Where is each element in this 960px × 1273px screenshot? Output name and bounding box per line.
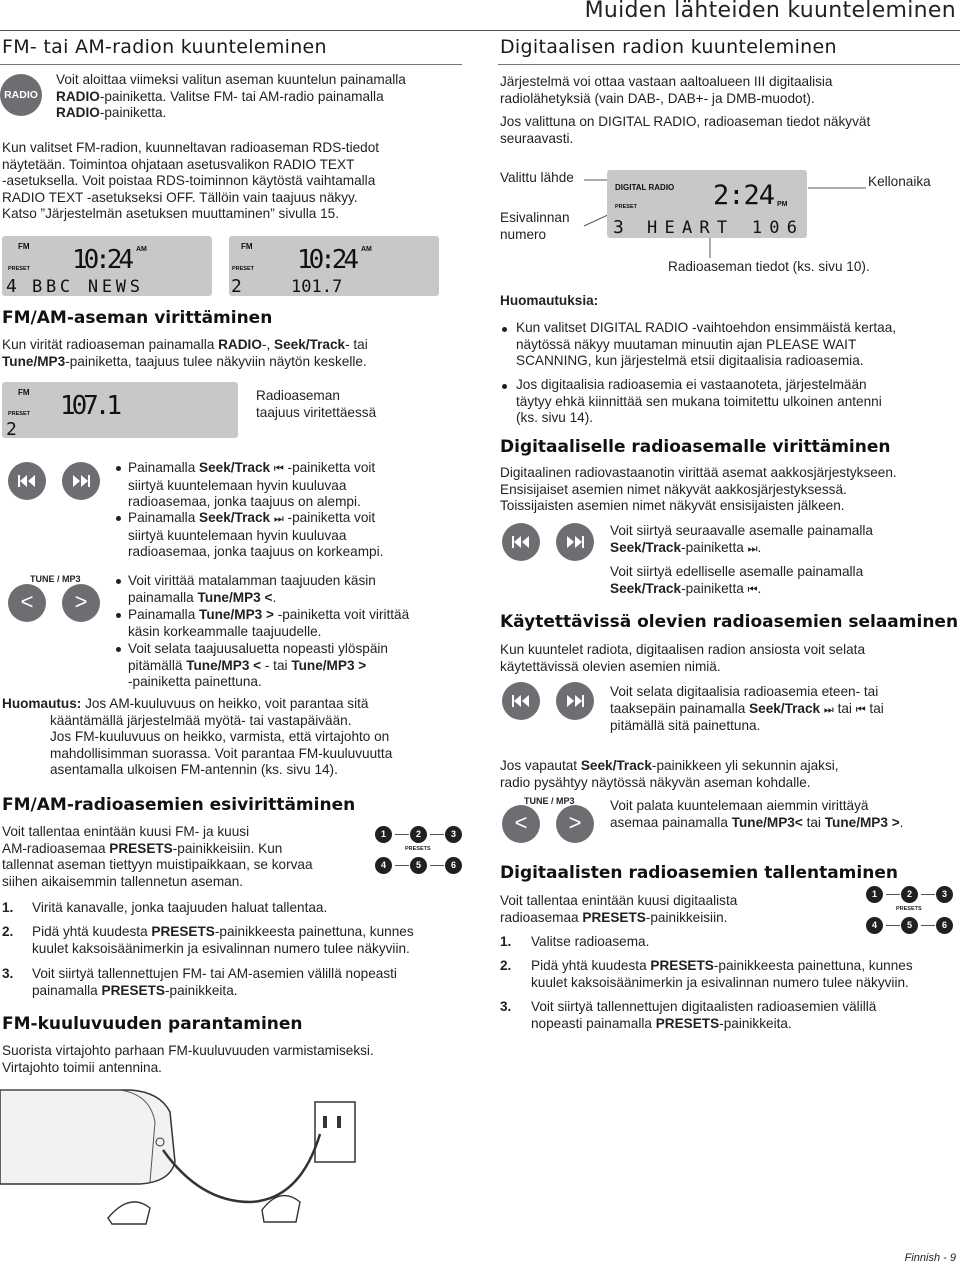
lcd-time: 10:24 [72, 245, 134, 275]
skip-forward-inline-icon: ⏭ [747, 542, 758, 555]
skip-back-icon [502, 682, 540, 720]
svg-text:AM: AM [136, 246, 147, 253]
digital-tune-down-button[interactable]: < [502, 805, 540, 843]
radio-button-icon: RADIO [0, 74, 42, 116]
label-station-info: Radioaseman tiedot (ks. sivu 10). [668, 259, 870, 274]
page-header: Muiden lähteiden kuunteleminen [584, 0, 956, 23]
browse-seek-back-button[interactable] [502, 682, 540, 720]
skip-forward-icon [556, 523, 594, 561]
skip-back-inline-icon: ⏮ [855, 703, 866, 716]
svg-text:PRESET: PRESET [615, 204, 638, 210]
fm-reception-paragraph: Suorista virtajohto parhaan FM-kuuluvuuden varmistamiseksi. Virtajohto toimii antennina. [2, 1043, 374, 1075]
digital-seek-forward-button[interactable] [556, 523, 594, 561]
digital-next-text: Voit siirtyä seuraavalle asemalle painamalla Seek/Track-painiketta ⏭. [610, 523, 873, 555]
digital-paragraph-2: Jos valittuna on DIGITAL RADIO, radioaseman tiedot näkyvät seuraavasti. [500, 114, 871, 146]
svg-text:PRESET: PRESET [8, 266, 31, 272]
svg-text:FM: FM [18, 388, 30, 397]
tune-mp3-label: TUNE / MP3 [30, 574, 81, 584]
svg-text:2: 2 [6, 419, 17, 438]
digital-paragraph-1: Järjestelmä voi ottaa vastaan aaltoalueen III digitaalisia radiolähetyksiä (vain DAB-, DAB+- ja DMB-muodot). [500, 74, 833, 106]
section-title-fm-reception: FM-kuuluvuuden parantaminen [2, 1014, 303, 1034]
seek-forward-bullet: Painamalla Seek/Track ⏭ -painiketta voit siirtyä kuuntelemaan hyvin kuuluvaa radioasemaa, jonka taajuus on korkeampi. [128, 510, 384, 560]
skip-back-inline-icon: ⏮ [273, 463, 284, 475]
preset-step-1: Viritä kanavalle, jonka taajuuden haluat tallentaa. [32, 900, 328, 915]
skip-back-icon [502, 523, 540, 561]
rds-paragraph: Kun valitset FM-radion, kuunneltavan radioaseman RDS-tiedot näytetään. Toimintoa ohjataan asetusvalikon RADIO TEXT -asetuksella. Voit poistaa RDS-toiminnon käytöstä vaihtamalla RADIO TEXT -asetukseksi OFF. Tällöin vain taajuus näkyy. Katso ”Järjestelmän asetuksen muuttaminen” sivulla 15. [2, 140, 380, 222]
lcd-text: BBC NEWS [32, 277, 140, 296]
svg-text:PM: PM [777, 201, 788, 208]
note-1: Kun valitset DIGITAL RADIO -vaihtoehdon ensimmäistä kertaa, näytössä näkyy muutaman minuutin ajan PLEASE WAIT SCANNING, kun järjestelmä etsii digitaalisia radioasemia. [516, 320, 897, 369]
radio-paragraph: Voit aloittaa viimeksi valitun aseman kuuntelun painamalla RADIO-painiketta. Valitse FM- tai AM-radio painamalla RADIO-painiketta. [56, 72, 406, 121]
svg-text:HEART 106: HEART 106 [647, 218, 797, 238]
return-text: Voit palata kuuntelemaan aiemmin virittäyä asemaa painamalla Tune/MP3< tai Tune/MP3 >. [610, 798, 904, 830]
lcd-display-bbc-news [2, 236, 212, 296]
tuning-caption: Radioaseman taajuus viritettäessä [256, 388, 377, 420]
svg-text:AM: AM [361, 246, 372, 253]
label-preset-number: Esivalinnan numero [500, 210, 570, 242]
tuning-paragraph: Kun virität radioaseman painamalla RADIO-, Seek/Track- tai Tune/MP3-painiketta, taajuus tulee näkyviin näytön keskelle. [2, 337, 368, 369]
svg-text:2:24: 2:24 [713, 180, 775, 211]
seek-forward-button[interactable] [62, 462, 100, 500]
page-number: Finnish - 9 [904, 1252, 956, 1264]
seek-back-button[interactable] [8, 462, 46, 500]
digital-tune-up-button[interactable]: > [556, 805, 594, 843]
section-title-digital-tuning: Digitaaliselle radioasemalle virittäminen [500, 437, 891, 457]
seek-back-bullet: Painamalla Seek/Track ⏮ -painiketta voit siirtyä kuuntelemaan hyvin kuuluvaa radioasemaa, jonka taajuus on alempi. [128, 460, 376, 510]
tune-mp3-label-right: TUNE / MP3 [524, 796, 575, 806]
save-step-2: Pidä yhtä kuudesta PRESETS-painikkeesta painettuna, kunnes kuulet kaksoisäänimerkin ja esivalinnan numero tulee näkyviin. [531, 958, 913, 990]
lcd-band: FM [18, 242, 30, 251]
save-step-3: Voit siirtyä tallennettujen digitaalisten radioasemien välillä nopeasti painamalla PRESETS-painikkeita. [531, 999, 877, 1031]
lcd-display-digital [607, 170, 807, 238]
section-title-tuning: FM/AM-aseman virittäminen [2, 308, 273, 328]
presets-buttons-icon-right: 1 2 3 4 5 6 PRESETS [866, 886, 956, 934]
browse-seek-forward-button[interactable] [556, 682, 594, 720]
label-clock: Kellonaika [868, 174, 931, 189]
svg-text:107.1: 107.1 [60, 391, 122, 421]
note-2: Jos digitaalisia radioasemia ei vastaanoteta, järjestelmään täytyy ehkä kiinnittää sen mukana toimitettu ulkoinen antenni (ks. sivu 14). [516, 377, 882, 426]
svg-text:2: 2 [231, 276, 242, 296]
svg-text:3: 3 [613, 217, 624, 238]
browse-paragraph: Kun kuuntelet radiota, digitaalisen radion ansiosta voit selata käytettävissä olevien asemien nimiä. [500, 642, 866, 674]
tune-bullet-1: Voit virittää matalamman taajuuden käsin painamalla Tune/MP3 <. [128, 573, 376, 605]
section-title-browse: Käytettävissä olevien radioasemien selaaminen [500, 612, 959, 632]
tune-bullet-2: Painamalla Tune/MP3 > -painiketta voit virittää käsin korkeammalle taajuudelle. [128, 607, 410, 639]
save-paragraph: Voit tallentaa enintään kuusi digitaalista radioasemaa PRESETS-painikkeisiin. [500, 893, 738, 925]
digital-tuning-paragraph: Digitaalinen radiovastaanotin virittää asemat aakkosjärjestykseen. Ensisijaiset asemien nimet näkyvät aakkosjärjestyksessä. Toissijaisten asemien nimet näkyvät ensisijaisten jälkeen. [500, 465, 897, 514]
browse-text: Voit selata digitaalisia radioasemia eteen- tai taaksepäin painamalla Seek/Track ⏭ tai ⏮ tai pitämällä sitä painettuna. [610, 684, 884, 734]
skip-back-inline-icon: ⏮ [747, 583, 758, 596]
lcd-display-frequency [229, 236, 439, 296]
svg-text:DIGITAL RADIO: DIGITAL RADIO [615, 183, 675, 192]
notes-title: Huomautuksia: [500, 293, 599, 308]
skip-forward-icon [556, 682, 594, 720]
section-title-digital: Digitaalisen radion kuunteleminen [500, 36, 837, 58]
lcd-display-tuning [2, 382, 238, 438]
tune-bullet-3: Voit selata taajuusaluetta nopeasti ylöspäin pitämällä Tune/MP3 < - tai Tune/MP3 > -painiketta painettuna. [128, 641, 388, 690]
digital-seek-back-button[interactable] [502, 523, 540, 561]
presets-paragraph: Voit tallentaa enintään kuusi FM- ja kuusi AM-radioasemaa PRESETS-painikkeisiin. Kun tallennat aseman tiettyyn muistipaikkaan, se korvaa siihen aikaisemmin tallennetun aseman. [2, 824, 313, 889]
svg-text:101.7: 101.7 [291, 277, 343, 296]
svg-text:10:24: 10:24 [297, 245, 359, 275]
tune-down-button[interactable]: < [8, 584, 46, 622]
power-cord-illustration [0, 1082, 372, 1230]
preset-step-2: Pidä yhtä kuudesta PRESETS-painikkeesta painettuna, kunnes kuulet kaksoisäänimerkin ja esivalinnan numero tulee näkyviin. [32, 924, 414, 956]
preset-step-3: Voit siirtyä tallennettujen FM- tai AM-asemien välillä nopeasti painamalla PRESETS-painikkeita. [32, 966, 397, 998]
svg-text:PRESET: PRESET [232, 266, 255, 272]
section-title-fm-am: FM- tai AM-radion kuunteleminen [2, 36, 327, 58]
note-paragraph: Huomautus: Jos AM-kuuluvuus on heikko, voit parantaa sitä kääntämällä järjestelmää myötä- tai vastapäivään. Jos FM-kuuluvuus on heikko, varmista, että virtajohto on mahdollisimman suorassa. Voit parantaa FM-kuuluvuutta asentamalla ulkoisen FM-antennin (ks. sivu 14). [2, 696, 393, 778]
release-paragraph: Jos vapautat Seek/Track-painikkeen yli sekunnin ajaksi, radio pysähtyy näytössä näkyvän aseman kohdalle. [500, 758, 839, 790]
lcd-preset: 4 [6, 276, 17, 296]
skip-forward-icon [62, 462, 100, 500]
save-step-1: Valitse radioasema. [531, 934, 650, 949]
svg-text:PRESET: PRESET [8, 411, 31, 417]
presets-buttons-icon: 1 2 3 4 5 6 PRESETS [375, 826, 465, 874]
section-title-presets: FM/AM-radioasemien esivirittäminen [2, 795, 356, 815]
digital-prev-text: Voit siirtyä edelliselle asemalle painamalla Seek/Track-painiketta ⏮. [610, 564, 864, 596]
section-title-save: Digitaalisten radioasemien tallentaminen [500, 863, 898, 883]
tune-up-button[interactable]: > [62, 584, 100, 622]
skip-back-icon [8, 462, 46, 500]
label-source: Valittu lähde [500, 170, 574, 185]
skip-forward-inline-icon: ⏭ [823, 703, 834, 716]
skip-forward-inline-icon: ⏭ [273, 513, 284, 525]
svg-text:FM: FM [241, 242, 253, 251]
